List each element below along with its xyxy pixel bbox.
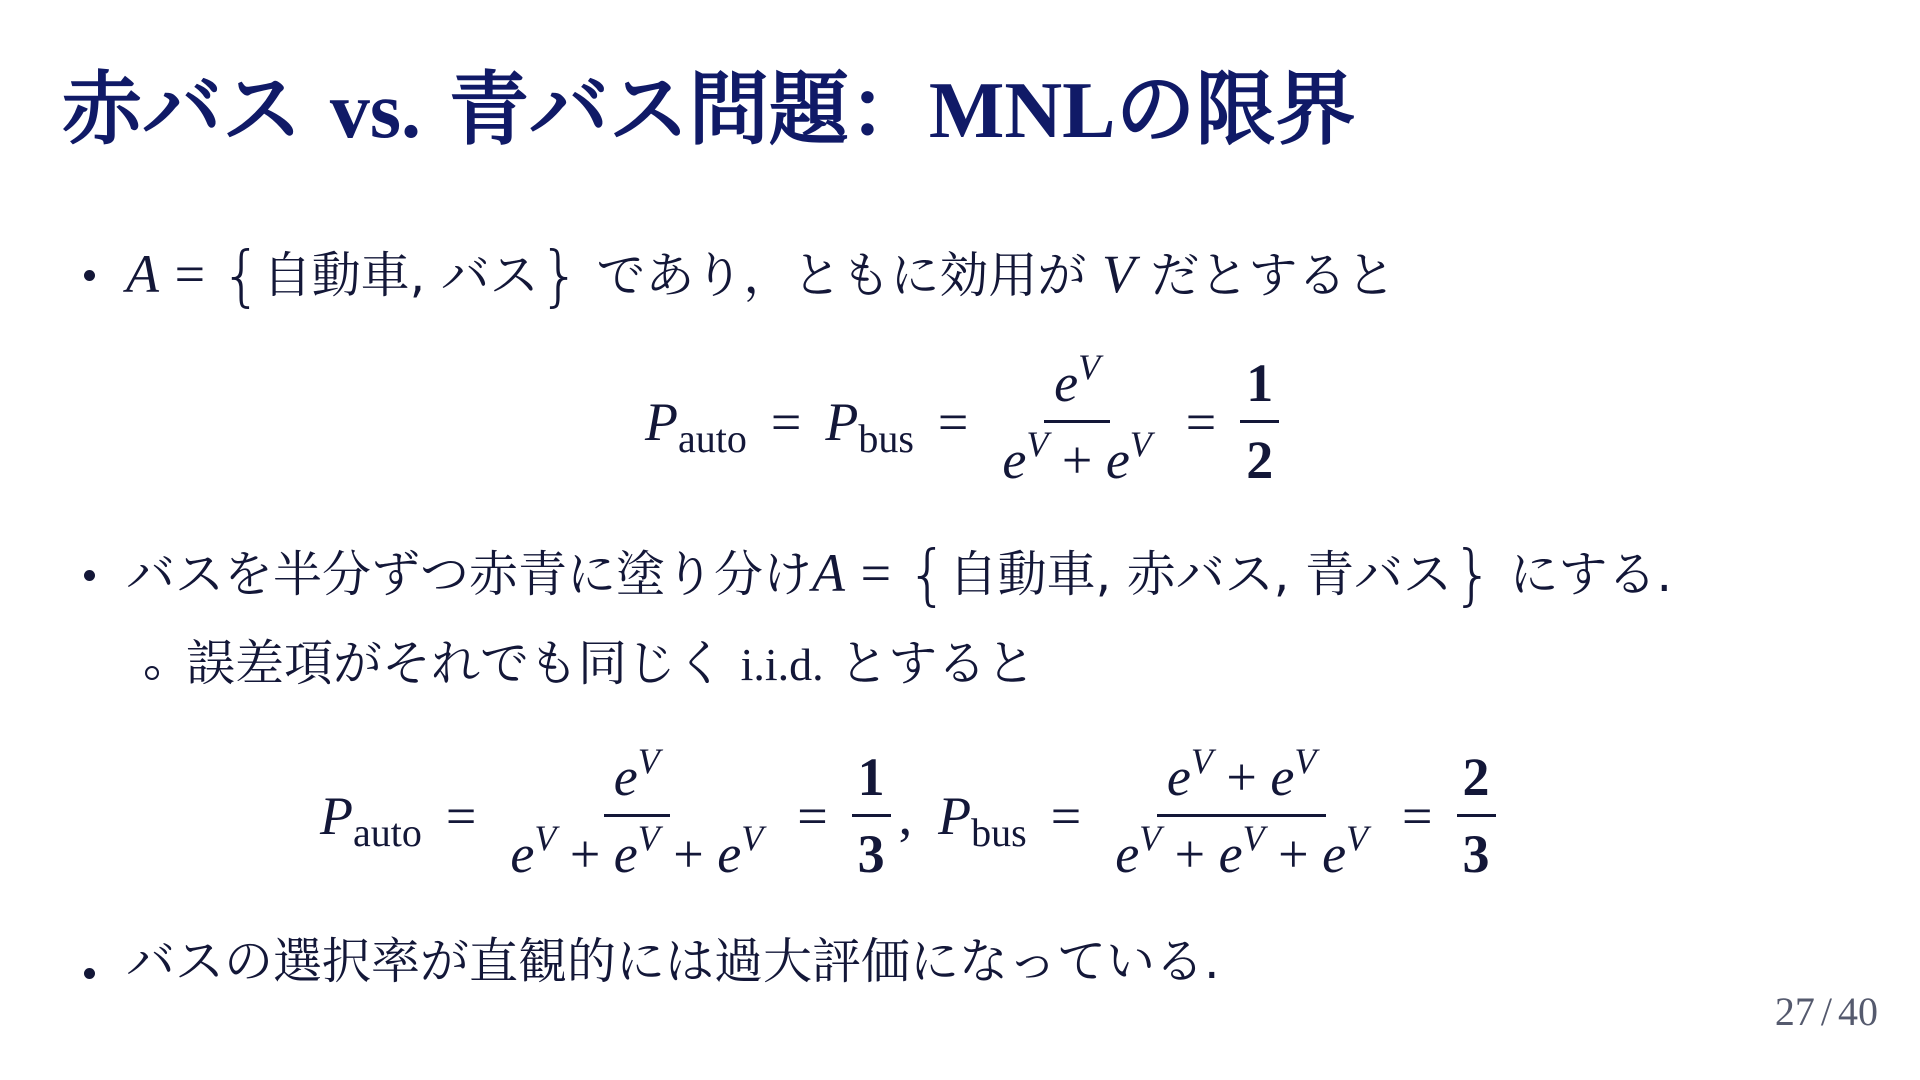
- eq2-comma: ,: [898, 785, 913, 846]
- eq1-fraction-half: $\frac{1}{2}$: [1240, 352, 1279, 491]
- title-part-red-bus: 赤バス: [62, 63, 302, 156]
- title-part-blue-bus: 青バス問題：: [448, 63, 929, 156]
- eq2-equals-3: =: [1050, 785, 1082, 846]
- math-var-a-2: A: [812, 543, 846, 603]
- bullet-2-text-end: にする.: [1493, 546, 1673, 603]
- set-brace-right-2: }: [1451, 536, 1494, 613]
- math-equals-2: =: [860, 543, 892, 603]
- subbullet-marker: [145, 666, 159, 680]
- title-part-vs: vs.: [329, 67, 421, 155]
- title-part-mnl: MNL: [928, 67, 1116, 155]
- bullet-1-text-mid: であり，ともに効用が: [580, 247, 1102, 304]
- math-var-v: V: [1101, 244, 1135, 304]
- title-part-limit: の限界: [1115, 63, 1356, 156]
- eq2-fraction-bus: $\frac{e^V + e^V}{e^V + e^V + e^V}$: [1115, 741, 1369, 884]
- eq2-fraction-third: $\frac{1}{3}$: [852, 746, 891, 885]
- eq1-equals-3: =: [1185, 391, 1217, 452]
- subbullet-text-end: とすると: [823, 635, 1036, 692]
- slide-title: [62, 63, 1356, 156]
- bullet-3-text-content: バスの選択率が直観的には過大評価になっている.: [126, 933, 1220, 990]
- subbullet-text-start: 誤差項がそれでも同じく: [186, 635, 741, 692]
- eq1-equals-2: =: [937, 391, 969, 452]
- eq2-p-auto: $P_{auto}$: [320, 785, 422, 855]
- math-equals: =: [174, 244, 206, 304]
- page-separator: /: [1820, 989, 1832, 1034]
- eq2-equals-2: =: [797, 785, 828, 846]
- eq1-p-auto: $P_{auto}$: [645, 391, 747, 461]
- eq2-fraction-auto: $\frac{e^V}{e^V + e^V + e^V}$: [510, 741, 764, 884]
- set-brace-left: {: [220, 237, 263, 314]
- eq1-p-bus: $P_{bus}$: [825, 391, 914, 461]
- subbullet-text: [186, 635, 1035, 694]
- page-current: 27: [1774, 989, 1815, 1034]
- eq1-equals-1: =: [770, 391, 802, 452]
- bullet-2-text: [126, 535, 1672, 614]
- iid-label: i.i.d.: [740, 639, 824, 690]
- bullet-3-text: [126, 933, 1220, 992]
- eq2-equals-4: =: [1402, 785, 1433, 846]
- eq2-p-bus: $P_{bus}$: [938, 785, 1027, 855]
- bullet-1-text-end: だとすると: [1134, 247, 1396, 304]
- set-brace-left-2: {: [906, 536, 949, 613]
- bullet-2-text-start: バスを半分ずつ赤青に塗り分け: [126, 546, 813, 603]
- math-var-a: A: [126, 244, 159, 304]
- bullet-marker-3: [84, 968, 95, 979]
- bullet-marker-2: [84, 570, 95, 581]
- eq2-equals-1: =: [445, 785, 477, 846]
- eq1-fraction-exp: $\frac{e^V}{e^V + e^V}$: [1002, 347, 1152, 490]
- choice-set-items: 自動車, バス: [262, 247, 539, 304]
- set-brace-right: }: [538, 237, 581, 314]
- equation-1: [645, 347, 1279, 491]
- page-number: [1775, 988, 1878, 1035]
- equation-2: [320, 741, 1496, 885]
- page-total: 40: [1838, 989, 1878, 1034]
- bullet-1-text: [126, 236, 1396, 315]
- bullet-marker-1: [84, 270, 95, 281]
- choice-set-items-2: 自動車, 赤バス, 青バス: [948, 546, 1452, 603]
- eq2-fraction-two-thirds: $\frac{2}{3}$: [1457, 746, 1496, 885]
